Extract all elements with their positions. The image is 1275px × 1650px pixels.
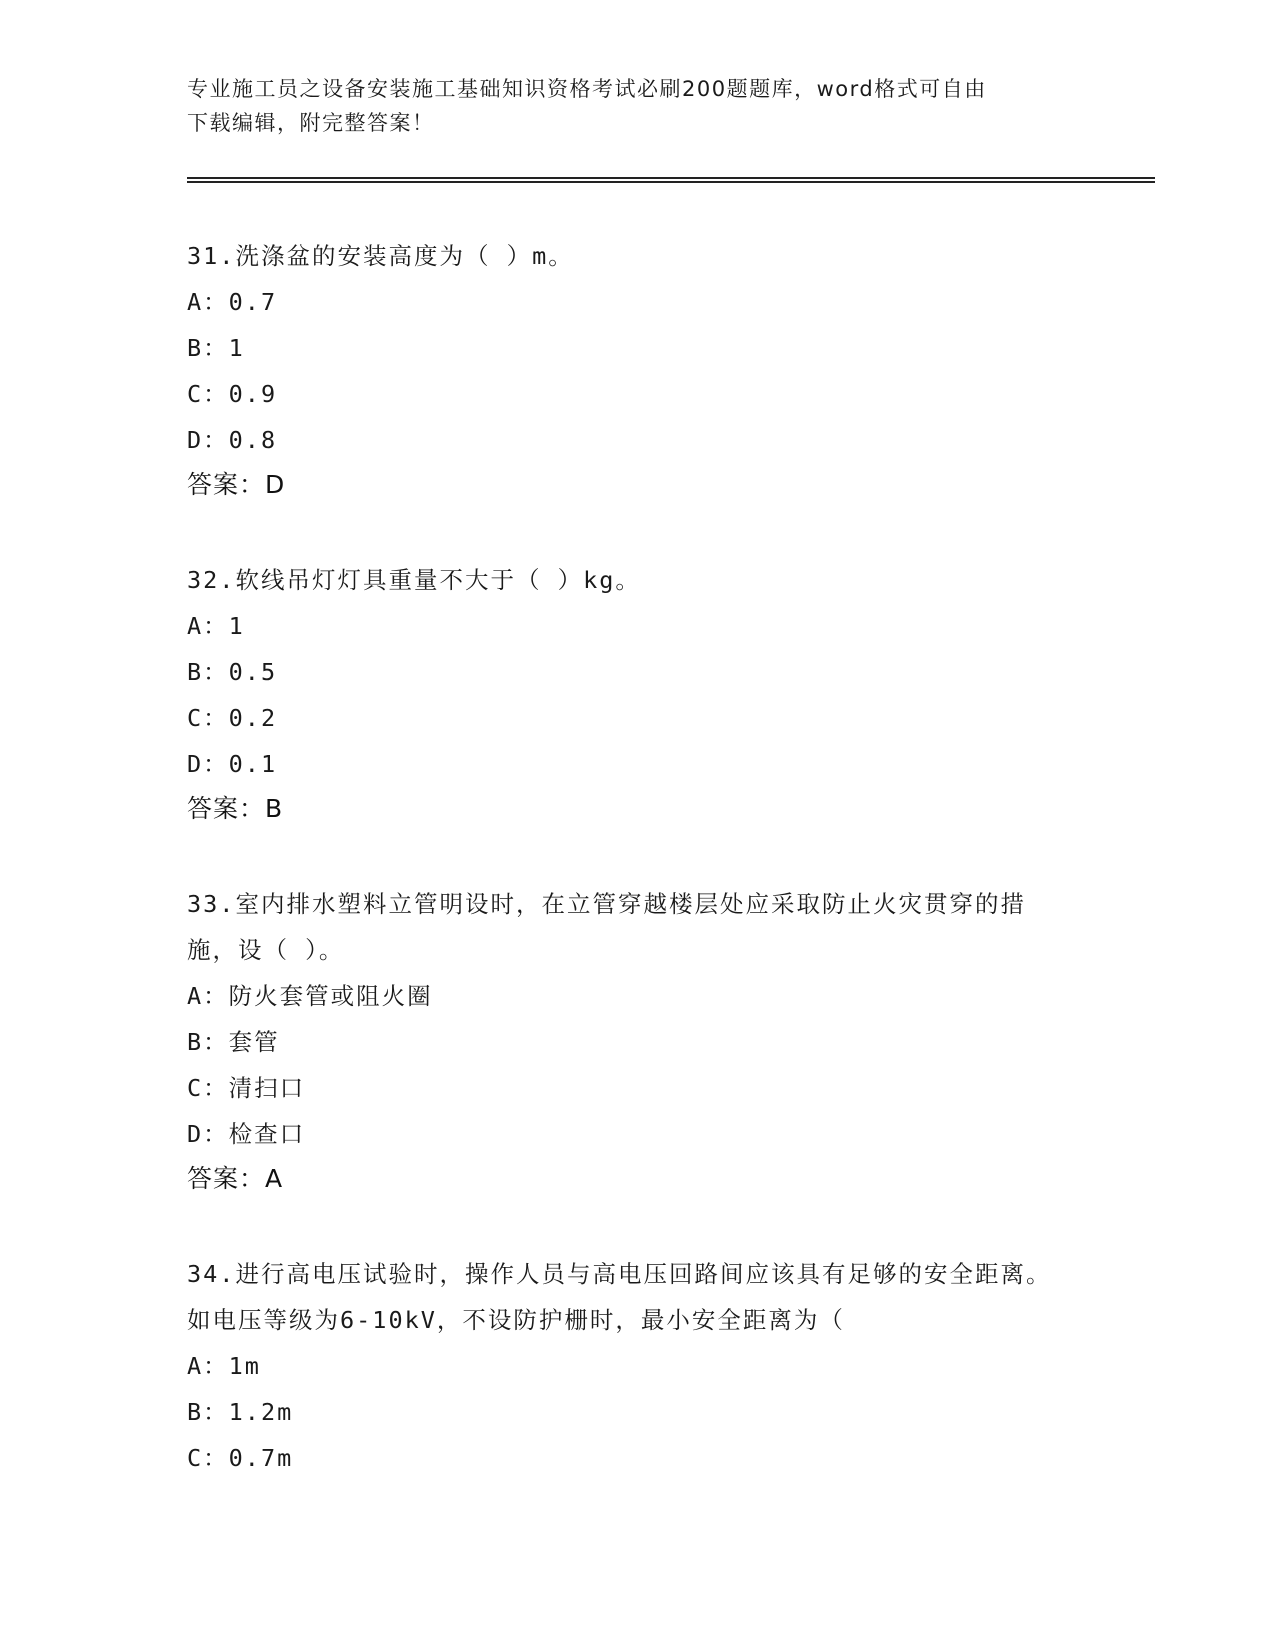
option-a: A：0.7 bbox=[187, 288, 278, 316]
question-33 bbox=[187, 881, 1067, 1201]
header-double-rule bbox=[187, 177, 1155, 183]
question-stem: 34.进行高电压试验时，操作人员与高电压回路间应该具有足够的安全距离。如电压等级为6-10kV，不设防护栅时，最小安全距离为（ bbox=[187, 1260, 1052, 1334]
question-stem: 31.洗涤盆的安装高度为（ ）m。 bbox=[187, 242, 574, 270]
option-b: B：套管 bbox=[187, 1028, 280, 1056]
answer-label: 答案：D bbox=[187, 470, 286, 499]
option-c: C：0.2 bbox=[187, 704, 278, 732]
option-b: B：1.2m bbox=[187, 1398, 294, 1426]
header-title-line-1: 专业施工员之设备安装施工基础知识资格考试必刷200题题库，word格式可自由 bbox=[187, 77, 987, 101]
option-b: B：1 bbox=[187, 334, 245, 362]
option-d: D：0.8 bbox=[187, 426, 278, 454]
question-31 bbox=[187, 233, 1067, 507]
option-c: C：0.9 bbox=[187, 380, 278, 408]
option-a: A：1m bbox=[187, 1352, 261, 1380]
option-d: D：0.1 bbox=[187, 750, 278, 778]
answer-label: 答案：B bbox=[187, 794, 284, 823]
document-header bbox=[187, 72, 1067, 140]
option-c: C：0.7m bbox=[187, 1444, 294, 1472]
header-title-line-2: 下载编辑，附完整答案！ bbox=[187, 111, 435, 135]
question-stem: 33.室内排水塑料立管明设时，在立管穿越楼层处应采取防止火灾贯穿的措施，设（ ）。 bbox=[187, 890, 1026, 964]
option-a: A：1 bbox=[187, 612, 245, 640]
option-c: C：清扫口 bbox=[187, 1074, 306, 1102]
option-a: A：防火套管或阻火圈 bbox=[187, 982, 433, 1010]
question-stem: 32.软线吊灯灯具重量不大于（ ）kg。 bbox=[187, 566, 641, 594]
question-list bbox=[187, 233, 1067, 1531]
question-32 bbox=[187, 557, 1067, 831]
option-b: B：0.5 bbox=[187, 658, 278, 686]
question-34 bbox=[187, 1251, 1067, 1481]
option-d: D：检查口 bbox=[187, 1120, 306, 1148]
answer-label: 答案：A bbox=[187, 1164, 284, 1193]
